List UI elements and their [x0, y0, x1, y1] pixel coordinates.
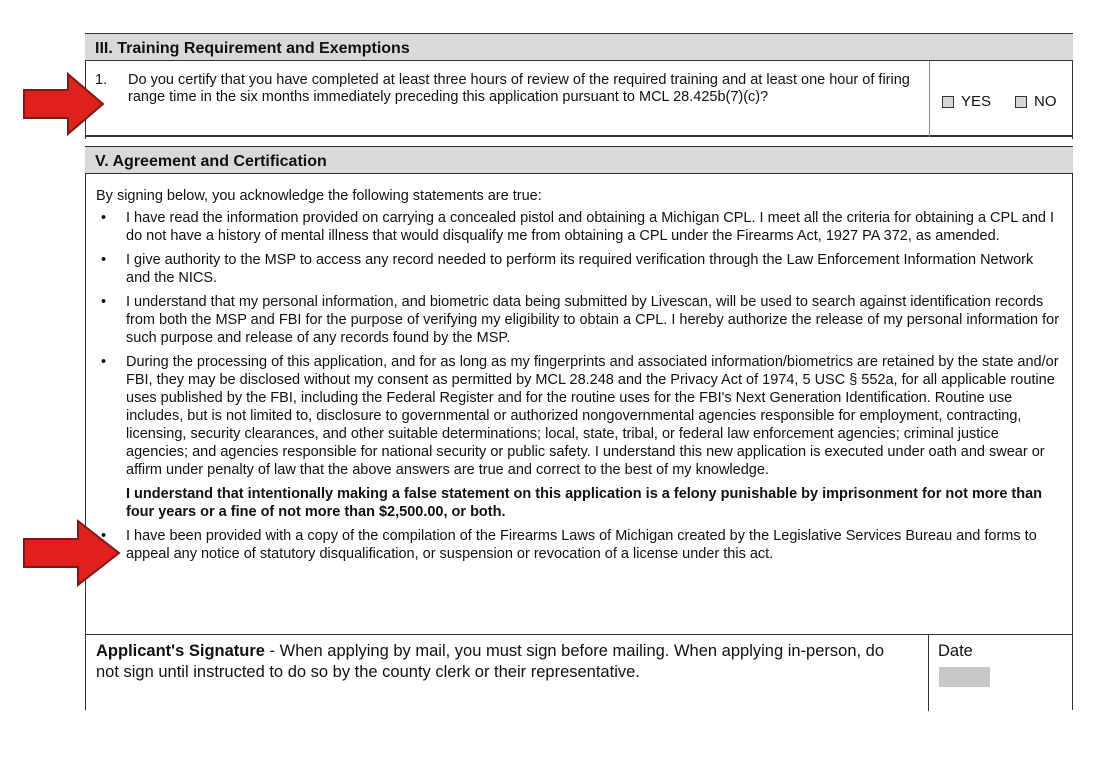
list-item [96, 527, 1061, 563]
list-item [96, 251, 1061, 287]
date-field[interactable] [939, 667, 990, 687]
list-item [96, 293, 1061, 347]
yes-label: YES [961, 93, 992, 110]
list-item-text: I understand that my personal information, and biometric data being submitted by Livescan, will be used to search against identification records from both the MSP and FBI for the purpose of verifying my eligibility to obtain a CPL. I hereby authorize the release of my personal information for such purpose and release of any records found by the MSP. [126, 294, 1060, 346]
yes-checkbox-box[interactable] [942, 96, 954, 108]
felony-warning-text: I understand that intentionally making a false statement on this application is a felony punishable by imprisonment for not more than four years or a fine of not more than $2,500.00, or both. [126, 486, 1043, 520]
date-label: Date [938, 642, 973, 660]
bullet-icon: • [101, 294, 107, 310]
list-item-text: I have been provided with a copy of the compilation of the Firearms Laws of Michigan created by the Legislative Services Bureau and forms to appeal any notice of statutory disqualification, or suspension or revocation of a license under this act. [126, 528, 1037, 562]
yes-checkbox[interactable] [942, 93, 991, 110]
list-item-text: I have read the information provided on carrying a concealed pistol and obtaining a Michigan CPL. I meet all the criteria for obtaining a CPL and I do not have a history of mental illness that would disqualify me from obtaining a CPL under the Firearms Act, 1927 PA 372, as amended. [126, 210, 1055, 244]
question-text: Do you certify that you have completed at least three hours of review of the required training and at least one hour of firing range time in the six months immediately preceding this application pursuant to MCL 28.425b(7)(c)? [128, 72, 910, 105]
list-item [96, 209, 1061, 245]
no-checkbox-box[interactable] [1015, 96, 1027, 108]
agreement-intro: By signing below, you acknowledge the following statements are true: [96, 188, 542, 204]
felony-warning-item [96, 485, 1061, 521]
section-5-header: V. Agreement and Certification [85, 146, 1073, 174]
list-item-text: During the processing of this application, and for as long as my fingerprints and associated information/biometrics are retained by the state and/or FBI, they may be disclosed without my consent as permitted by MCL 28.248 and the Privacy Act of 1974, 5 USC § 552a, for all applicable routine uses published by the FBI, including the Federal Register and for the routine uses for the FBI's Next Generation Identification. Routine use includes, but is not limited to, disclosure to governmental or authorized nongovernmental agencies responsible for employment, contracting, licensing, security clearances, and other suitable determinations; local, state, tribal, or federal law enforcement agencies; criminal justice agencies; and agencies responsible for national security or public safety. I understand this new application is executed under oath and swear or affirm under penalty of law that the above answers are true and correct to the best of my knowledge. [126, 354, 1059, 478]
list-item [96, 353, 1061, 479]
answer-column-divider [929, 61, 930, 137]
training-question-row [85, 61, 1073, 137]
question-number: 1. [95, 72, 108, 88]
no-label: NO [1034, 93, 1057, 110]
arrow-shape [24, 74, 103, 134]
bullet-icon: • [101, 354, 107, 370]
signature-section [85, 634, 1073, 710]
red-arrow-icon [22, 70, 106, 138]
bullet-icon: • [101, 252, 107, 268]
red-arrow-icon [22, 517, 122, 589]
agreement-list [96, 209, 1061, 569]
signature-label: Applicant's Signature [96, 642, 265, 660]
arrow-shape [24, 521, 119, 585]
signature-instruction-text: - When applying by mail, you must sign before mailing. When applying in-person, do not sign until instructed to do so by the county clerk or their representative. [96, 642, 885, 681]
bullet-icon: • [101, 528, 107, 544]
signature-instructions [96, 641, 886, 683]
list-item-text: I give authority to the MSP to access any record needed to perform its required verification through the Law Enforcement Information Network and the NICS. [126, 252, 1034, 286]
no-checkbox[interactable] [1015, 93, 1057, 110]
date-column-divider [928, 635, 929, 711]
section-3-header: III. Training Requirement and Exemptions [85, 33, 1073, 61]
bullet-icon: • [101, 210, 107, 226]
